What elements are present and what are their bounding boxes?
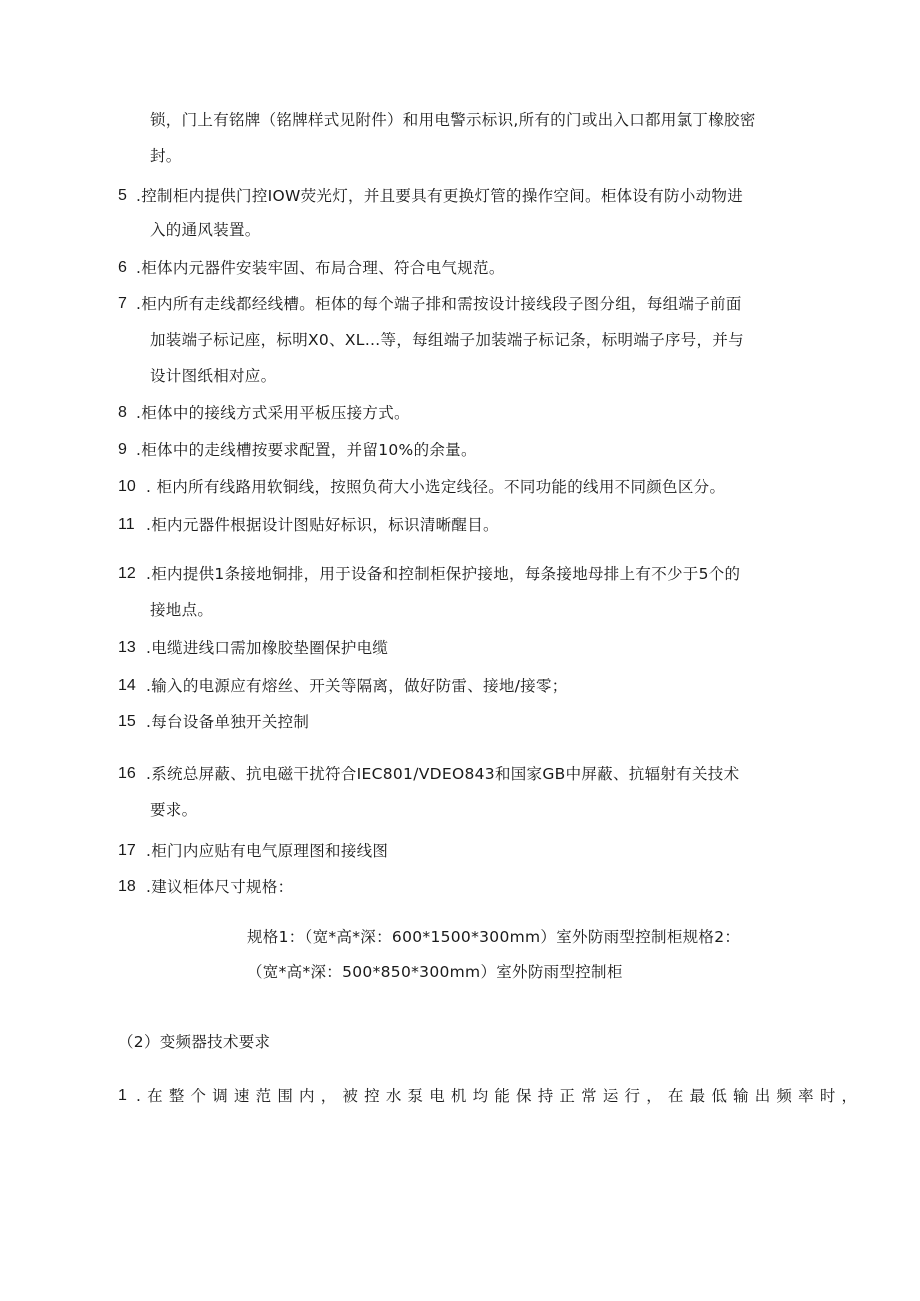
item-number: 9 <box>118 441 127 458</box>
item-text: .输入的电源应有熔丝、开关等隔离，做好防雷、接地/接零； <box>146 677 568 695</box>
item-text: .柜体中的走线槽按要求配置，并留10%的余量。 <box>136 441 477 459</box>
item-text: .电缆进线口需加橡胶垫圈保护电缆 <box>146 639 389 657</box>
continuation-line-1: 锁，门上有铭牌（铭牌样式见附件）和用电警示标识,所有的门或出入口都用氯丁橡胶密 <box>150 111 756 129</box>
item-text: .柜体中的接线方式采用平板压接方式。 <box>136 404 410 422</box>
spec-line-2: （宽*高*深：500*850*300mm）室外防雨型控制柜 <box>247 963 623 981</box>
item-text: .建议柜体尺寸规格： <box>146 878 294 896</box>
item-text: 接地点。 <box>150 601 214 619</box>
item-text: .系统总屏蔽、抗电磁干扰符合IEC801∕VDEO843和国家GB中屏蔽、抗辐射有关技术 <box>146 765 740 783</box>
item-text: .每台设备单独开关控制 <box>146 713 310 731</box>
item-text: .柜内元器件根据设计图贴好标识，标识清晰醒目。 <box>146 516 499 534</box>
item-number: 6 <box>118 259 127 276</box>
spec-line-1: 规格1：（宽*高*深：600*1500*300mm）室外防雨型控制柜规格2： <box>247 928 741 946</box>
item-text: .柜门内应贴有电气原理图和接线图 <box>146 842 389 860</box>
item-number: 16 <box>118 765 136 782</box>
item-text: .柜内提供1条接地铜排，用于设备和控制柜保护接地，每条接地母排上有不少于5个的 <box>146 565 741 583</box>
item-text: .柜体内元器件安装牢固、布局合理、符合电气规范。 <box>136 259 505 277</box>
item-text: 要求。 <box>150 801 198 819</box>
item-number: 15 <box>118 713 136 730</box>
item-number: 1 <box>118 1087 127 1104</box>
item-number: 13 <box>118 639 136 656</box>
item-text: 设计图纸相对应。 <box>150 367 277 385</box>
item-number: 7 <box>118 295 127 312</box>
item-number: 12 <box>118 565 136 582</box>
item-text: .柜内所有走线都经线槽。柜体的每个端子排和需按设计接线段子图分组，每组端子前面 <box>136 295 742 313</box>
item-text: 入的通风装置。 <box>150 221 261 239</box>
item-number: 17 <box>118 842 136 859</box>
item-number: 11 <box>118 516 135 533</box>
item-text: . 柜内所有线路用软铜线，按照负荷大小选定线径。不同功能的线用不同颜色区分。 <box>146 478 726 496</box>
item-number: 8 <box>118 404 127 421</box>
item-text: 加装端子标记座，标明X0、XL…等，每组端子加装端子标记条，标明端子序号，并与 <box>150 331 744 349</box>
item-text: .控制柜内提供门控IOW荧光灯，并且要具有更换灯管的操作空间。柜体设有防小动物进 <box>136 187 744 205</box>
item-number: 18 <box>118 878 136 895</box>
item-number: 10 <box>118 478 136 495</box>
item-number: 5 <box>118 187 127 204</box>
section-heading: （2）变频器技术要求 <box>118 1033 271 1051</box>
item-text: .在整个调速范围内，被控水泵电机均能保持正常运行，在最低输出频率时， <box>136 1087 864 1105</box>
continuation-line-2: 封。 <box>150 147 182 165</box>
item-number: 14 <box>118 677 136 694</box>
